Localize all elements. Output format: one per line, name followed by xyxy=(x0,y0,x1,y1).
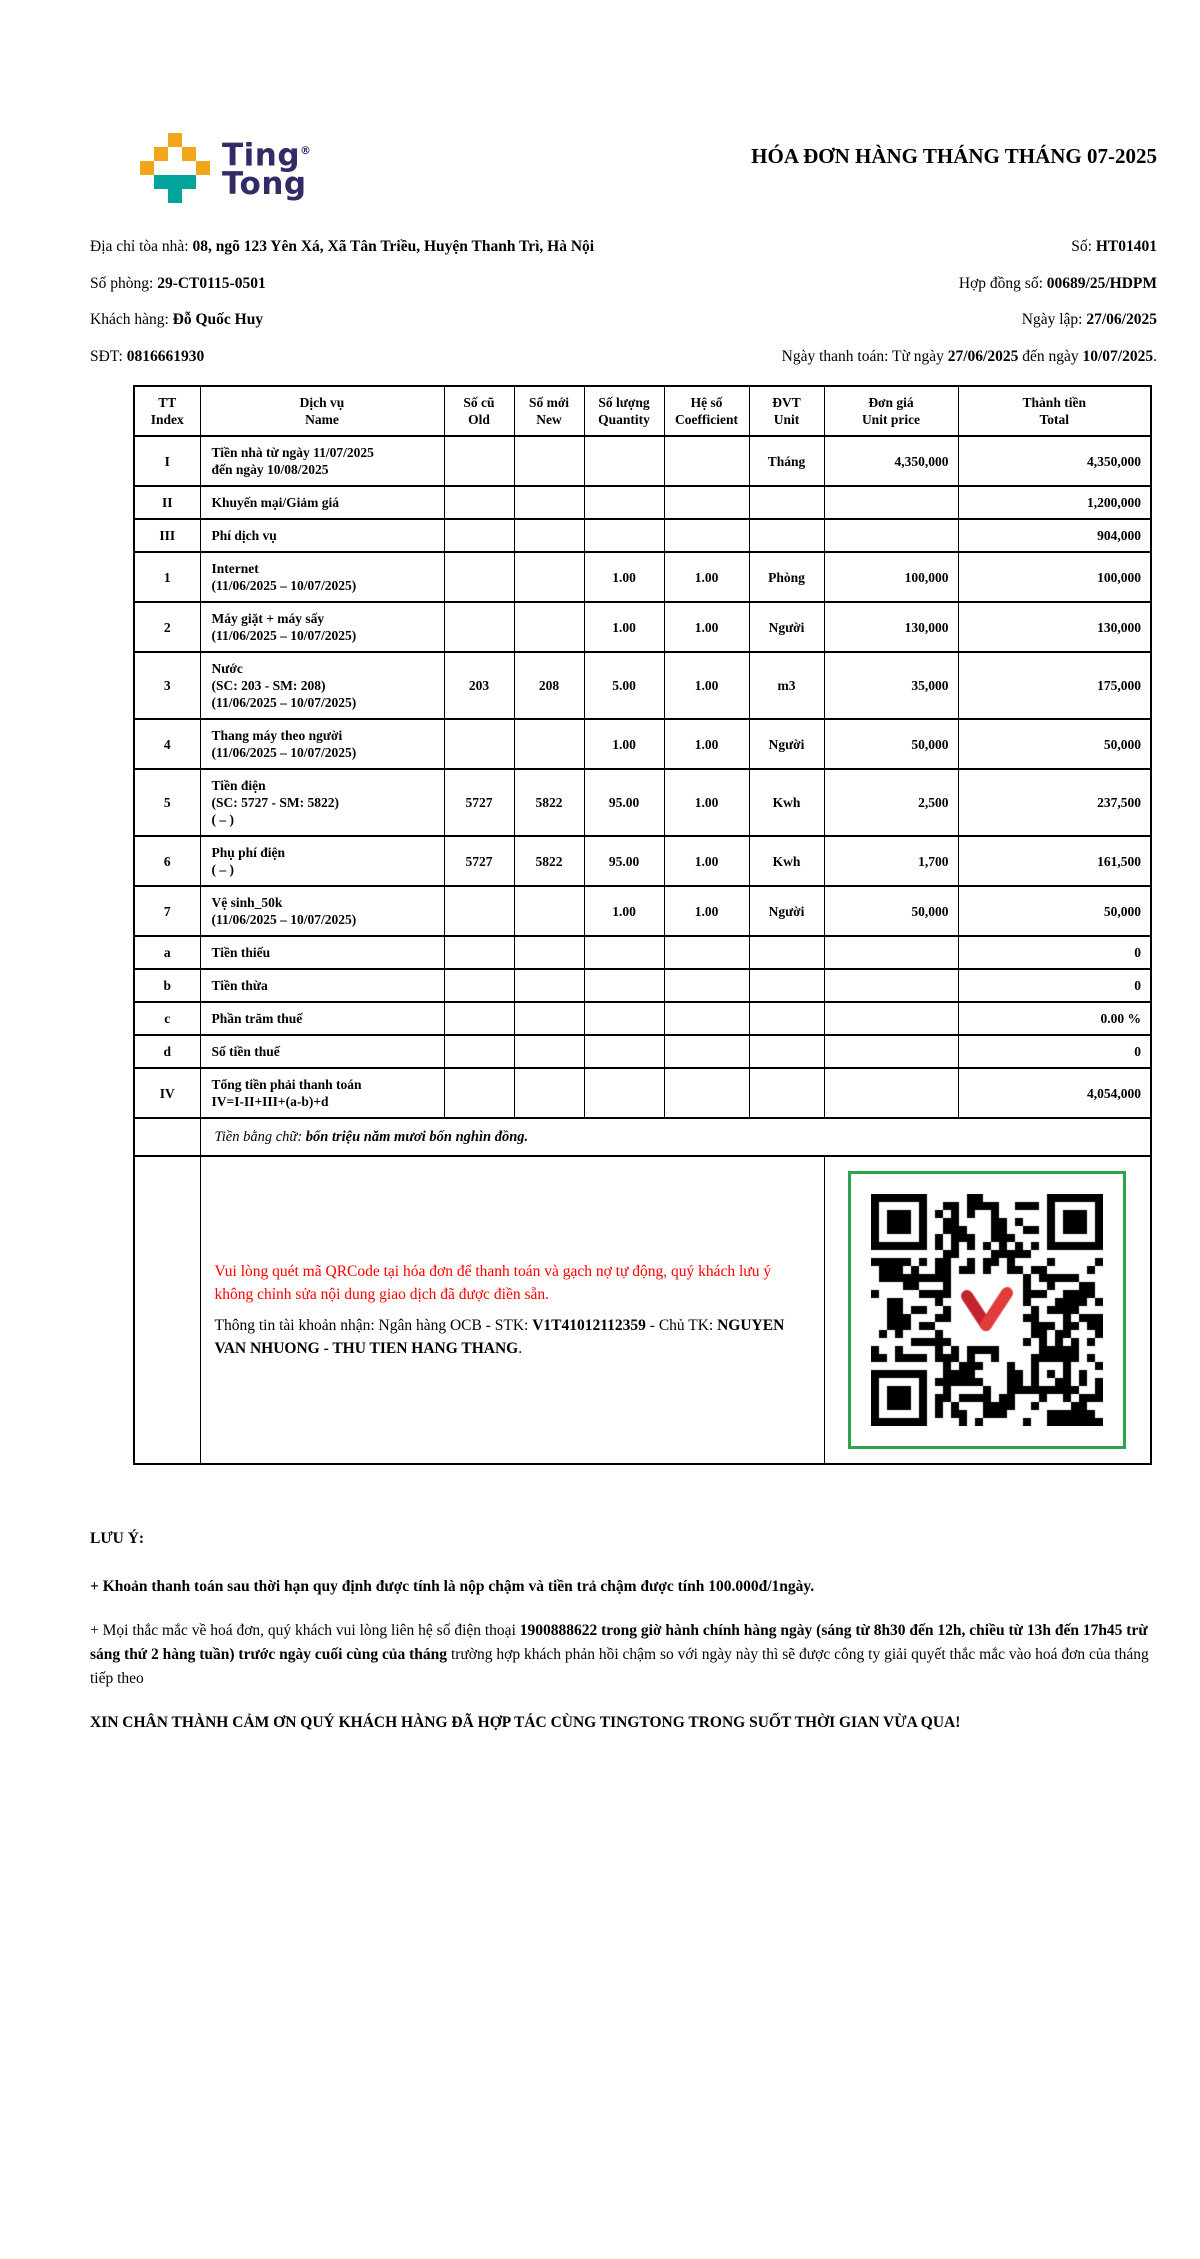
text-segment: NGUYEN VAN NHUONG - THU TIEN HANG THANG xyxy=(214,1317,785,1357)
charges-table-wrap xyxy=(133,385,1157,1465)
cell-unit xyxy=(749,1002,824,1035)
text-segment: 00689/25/HDPM xyxy=(1046,274,1157,292)
cell-new: 208 xyxy=(514,652,584,719)
cell-index: 5 xyxy=(134,769,200,836)
cell-price xyxy=(824,1002,958,1035)
text-segment: . xyxy=(1153,347,1157,365)
text-segment: Tiền bằng chữ: xyxy=(214,1128,306,1145)
column-header: Hệ số Coefficient xyxy=(664,386,749,436)
tingtong-logo-text xyxy=(222,136,312,203)
text-segment: + Mọi thắc mắc về hoá đơn, quý khách vui lòng liên hệ số điện thoại xyxy=(90,1622,520,1639)
cell-old: 5727 xyxy=(444,836,514,886)
cell-qty xyxy=(584,1002,664,1035)
table-row xyxy=(134,519,1151,552)
text-segment: Ngày lập: xyxy=(1021,311,1087,328)
info-line xyxy=(595,266,1157,303)
cell-new xyxy=(514,602,584,652)
cell-qty: 95.00 xyxy=(584,769,664,836)
cell-qty: 1.00 xyxy=(584,886,664,936)
table-row xyxy=(134,652,1151,719)
cell-coef xyxy=(664,486,749,519)
cell-coef xyxy=(664,936,749,969)
cell-service-name: Thang máy theo người (11/06/2025 – 10/07/2025) xyxy=(200,719,444,769)
cell-index: III xyxy=(134,519,200,552)
cell-unit xyxy=(749,1035,824,1068)
info-line xyxy=(90,266,595,303)
cell-total: 4,350,000 xyxy=(958,436,1151,486)
cell-coef xyxy=(664,1068,749,1118)
invoice-header xyxy=(90,0,1157,203)
cell-price xyxy=(824,519,958,552)
column-header: ĐVT Unit xyxy=(749,386,824,436)
cell-old xyxy=(444,1068,514,1118)
info-line xyxy=(90,302,595,339)
cell-unit: Người xyxy=(749,886,824,936)
cell-price: 35,000 xyxy=(824,652,958,719)
cell-total: 50,000 xyxy=(958,719,1151,769)
text-segment: HT01401 xyxy=(1095,238,1157,255)
column-header: Số lượng Quantity xyxy=(584,386,664,436)
text-segment: Thông tin tài khoản nhận: Ngân hàng OCB - STK: xyxy=(214,1317,533,1334)
notes-heading: LƯU Ý: xyxy=(90,1530,145,1547)
cell-total: 0 xyxy=(958,969,1151,1002)
table-row xyxy=(134,769,1151,836)
text-segment: Số phòng: xyxy=(90,274,158,292)
table-header-row xyxy=(134,386,1151,436)
cell-service-name: Khuyến mại/Giảm giá xyxy=(200,486,444,519)
cell-service-name: Internet (11/06/2025 – 10/07/2025) xyxy=(200,552,444,602)
cell-qty xyxy=(584,936,664,969)
text-segment: trước ngày cuối cùng của tháng xyxy=(238,1646,448,1663)
table-row xyxy=(134,719,1151,769)
bank-account-text xyxy=(215,1314,814,1360)
cell-price: 100,000 xyxy=(824,552,958,602)
cell-new xyxy=(514,486,584,519)
qr-code-frame xyxy=(848,1171,1126,1449)
cell-coef: 1.00 xyxy=(664,886,749,936)
cell-old xyxy=(444,936,514,969)
cell-old xyxy=(444,602,514,652)
cell-service-name: Phụ phí điện ( – ) xyxy=(200,836,444,886)
cell-index xyxy=(134,1156,200,1464)
column-header: Số mới New xyxy=(514,386,584,436)
cell-service-name: Tiền nhà từ ngày 11/07/2025 đến ngày 10/08/2025 xyxy=(200,436,444,486)
cell-unit xyxy=(749,1068,824,1118)
cell-old xyxy=(444,436,514,486)
cell-total: 1,200,000 xyxy=(958,486,1151,519)
cell-index: 1 xyxy=(134,552,200,602)
qr-warning-text: Vui lòng quét mã QRCode tại hóa đơn để thanh toán và gạch nợ tự động, quý khách lưu ý không chỉnh sửa nội dung giao dịch đã được điền sẵn. xyxy=(214,1263,772,1303)
cell-coef xyxy=(664,1035,749,1068)
cell-index: c xyxy=(134,1002,200,1035)
cell-qty xyxy=(584,519,664,552)
cell-service-name: Tiền điện (SC: 5727 - SM: 5822) ( – ) xyxy=(200,769,444,836)
cell-qty xyxy=(584,969,664,1002)
text-segment: 27/06/2025 xyxy=(947,347,1019,365)
table-row xyxy=(134,836,1151,886)
cell-total: 161,500 xyxy=(958,836,1151,886)
cell-coef xyxy=(664,519,749,552)
cell-price xyxy=(824,936,958,969)
cell-price: 4,350,000 xyxy=(824,436,958,486)
cell-index: II xyxy=(134,486,200,519)
cell-qty: 1.00 xyxy=(584,552,664,602)
cell-unit xyxy=(749,519,824,552)
cell-coef: 1.00 xyxy=(664,836,749,886)
text-segment: . xyxy=(518,1340,523,1357)
text-segment: đến ngày xyxy=(1018,347,1083,365)
text-segment: 0816661930 xyxy=(126,347,205,365)
amount-in-words-row xyxy=(134,1118,1151,1156)
cell-new xyxy=(514,719,584,769)
cell-unit: Tháng xyxy=(749,436,824,486)
info-line xyxy=(595,339,1157,376)
cell-unit: Kwh xyxy=(749,769,824,836)
invoice-info xyxy=(90,229,1157,375)
cell-index: d xyxy=(134,1035,200,1068)
qr-payment-row xyxy=(134,1156,1151,1464)
cell-service-name: Vệ sinh_50k (11/06/2025 – 10/07/2025) xyxy=(200,886,444,936)
text-segment: Hợp đồng số: xyxy=(958,274,1047,292)
info-line xyxy=(595,229,1157,266)
table-row xyxy=(134,936,1151,969)
cell-price: 130,000 xyxy=(824,602,958,652)
cell-new xyxy=(514,436,584,486)
cell-service-name: Nước (SC: 203 - SM: 208) (11/06/2025 – 10/07/2025) xyxy=(200,652,444,719)
table-row xyxy=(134,1002,1151,1035)
info-line xyxy=(90,339,595,376)
column-header: TT Index xyxy=(134,386,200,436)
cell-index: 6 xyxy=(134,836,200,886)
cell-unit: m3 xyxy=(749,652,824,719)
invoice-meta-info xyxy=(595,229,1157,375)
cell-index xyxy=(134,1118,200,1156)
cell-old: 203 xyxy=(444,652,514,719)
table-row xyxy=(134,436,1151,486)
cell-coef: 1.00 xyxy=(664,769,749,836)
cell-index: IV xyxy=(134,1068,200,1118)
cell-coef: 1.00 xyxy=(664,602,749,652)
cell-qty: 95.00 xyxy=(584,836,664,886)
text-segment: SĐT: xyxy=(90,347,127,365)
cell-coef xyxy=(664,1002,749,1035)
column-header: Dịch vụ Name xyxy=(200,386,444,436)
text-segment: Đỗ Quốc Huy xyxy=(172,311,264,328)
cell-total: 50,000 xyxy=(958,886,1151,936)
cell-unit: Kwh xyxy=(749,836,824,886)
cell-total: 0 xyxy=(958,936,1151,969)
cell-service-name: Tiền thừa xyxy=(200,969,444,1002)
text-segment: trường hợp khách phản hồi chậm so với ngày này thì sẽ được công ty giải quyết thắc mắc vào hoá đơn của tháng tiếp theo xyxy=(90,1646,1149,1687)
cell-unit xyxy=(749,936,824,969)
payment-instructions xyxy=(200,1156,824,1464)
cell-total: 100,000 xyxy=(958,552,1151,602)
footer-notes xyxy=(90,1527,1157,1735)
cell-unit xyxy=(749,969,824,1002)
cell-service-name: Số tiền thuế xyxy=(200,1035,444,1068)
cell-unit: Phòng xyxy=(749,552,824,602)
building-customer-info xyxy=(90,229,595,375)
cell-old xyxy=(444,886,514,936)
table-row xyxy=(134,886,1151,936)
cell-coef xyxy=(664,436,749,486)
cell-price xyxy=(824,1068,958,1118)
table-row xyxy=(134,602,1151,652)
cell-total: 237,500 xyxy=(958,769,1151,836)
cell-coef xyxy=(664,969,749,1002)
text-segment: Địa chỉ tòa nhà: xyxy=(90,238,193,255)
cell-qty: 1.00 xyxy=(584,719,664,769)
text-segment: Số: xyxy=(1071,238,1096,255)
cell-new xyxy=(514,936,584,969)
cell-qty xyxy=(584,1068,664,1118)
cell-old xyxy=(444,719,514,769)
cell-index: b xyxy=(134,969,200,1002)
cell-coef: 1.00 xyxy=(664,719,749,769)
note-contact xyxy=(90,1619,1157,1691)
cell-new xyxy=(514,969,584,1002)
cell-coef: 1.00 xyxy=(664,552,749,602)
cell-price xyxy=(824,969,958,1002)
cell-new xyxy=(514,1035,584,1068)
cell-new xyxy=(514,1068,584,1118)
cell-index: 4 xyxy=(134,719,200,769)
cell-qty: 1.00 xyxy=(584,602,664,652)
cell-service-name: Phí dịch vụ xyxy=(200,519,444,552)
cell-old xyxy=(444,1035,514,1068)
cell-unit: Người xyxy=(749,602,824,652)
cell-old xyxy=(444,552,514,602)
cell-index: 3 xyxy=(134,652,200,719)
cell-price xyxy=(824,486,958,519)
cell-new: 5822 xyxy=(514,769,584,836)
table-row xyxy=(134,1068,1151,1118)
table-row xyxy=(134,486,1151,519)
logo-word-ting: Ting xyxy=(222,137,301,174)
text-segment: bốn triệu năm mươi bốn nghìn đồng. xyxy=(305,1128,529,1145)
cell-price xyxy=(824,1035,958,1068)
cell-service-name: Tổng tiền phải thanh toán IV=I-II+III+(a-b)+d xyxy=(200,1068,444,1118)
info-line xyxy=(595,302,1157,339)
text-segment: - Chủ TK: xyxy=(645,1317,718,1334)
registered-mark: ® xyxy=(300,144,312,157)
column-header: Thành tiền Total xyxy=(958,386,1151,436)
cell-total: 175,000 xyxy=(958,652,1151,719)
text-segment: 29-CT0115-0501 xyxy=(157,274,266,292)
cell-unit: Người xyxy=(749,719,824,769)
text-segment: 10/07/2025 xyxy=(1082,347,1154,365)
cell-index: a xyxy=(134,936,200,969)
cell-price: 50,000 xyxy=(824,886,958,936)
cell-total: 4,054,000 xyxy=(958,1068,1151,1118)
cell-total: 904,000 xyxy=(958,519,1151,552)
cell-qty xyxy=(584,436,664,486)
cell-service-name: Tiền thiếu xyxy=(200,936,444,969)
cell-total: 0 xyxy=(958,1035,1151,1068)
text-segment: 1900888622 trong giờ hành chính hàng ngày (sáng từ 8h30 đến 12h, chiều từ 13h đến 17h45 trừ sáng thứ 2 hàng tuần) xyxy=(90,1622,1148,1663)
cell-new: 5822 xyxy=(514,836,584,886)
cell-old: 5727 xyxy=(444,769,514,836)
info-line xyxy=(90,229,595,266)
invoice-title: HÓA ĐƠN HÀNG THÁNG THÁNG 07-2025 xyxy=(751,144,1157,168)
text-segment: 27/06/2025 xyxy=(1086,311,1157,328)
text-segment: Khách hàng: xyxy=(90,311,173,328)
closing-thanks: XIN CHÂN THÀNH CẢM ƠN QUÝ KHÁCH HÀNG ĐÃ HỢP TÁC CÙNG TINGTONG TRONG SUỐT THỜI GIAN VỪA QUA! xyxy=(90,1714,961,1731)
cell-qty xyxy=(584,486,664,519)
tingtong-logo xyxy=(140,133,312,203)
cell-price: 1,700 xyxy=(824,836,958,886)
cell-old xyxy=(444,969,514,1002)
column-header: Đơn giá Unit price xyxy=(824,386,958,436)
cell-old xyxy=(444,1002,514,1035)
cell-index: I xyxy=(134,436,200,486)
cell-index: 2 xyxy=(134,602,200,652)
cell-unit xyxy=(749,486,824,519)
cell-qty: 5.00 xyxy=(584,652,664,719)
qr-code xyxy=(871,1194,1103,1426)
cell-price: 50,000 xyxy=(824,719,958,769)
cell-old xyxy=(444,519,514,552)
cell-index: 7 xyxy=(134,886,200,936)
amount-in-words xyxy=(200,1118,1151,1156)
cell-new xyxy=(514,886,584,936)
qr-code-cell xyxy=(824,1156,1151,1464)
tingtong-logo-icon xyxy=(140,133,210,203)
table-row xyxy=(134,552,1151,602)
text-segment: 08, ngõ 123 Yên Xá, Xã Tân Triều, Huyện Thanh Trì, Hà Nội xyxy=(192,238,595,255)
logo-word-tong: Tong xyxy=(222,166,307,203)
cell-service-name: Máy giặt + máy sấy (11/06/2025 – 10/07/2025) xyxy=(200,602,444,652)
text-segment: Ngày thanh toán: Từ ngày xyxy=(781,347,948,365)
cell-service-name: Phần trăm thuế xyxy=(200,1002,444,1035)
cell-qty xyxy=(584,1035,664,1068)
table-row xyxy=(134,969,1151,1002)
charges-table xyxy=(133,385,1152,1465)
cell-new xyxy=(514,552,584,602)
column-header: Số cũ Old xyxy=(444,386,514,436)
cell-price: 2,500 xyxy=(824,769,958,836)
text-segment: V1T41012112359 xyxy=(532,1317,646,1334)
cell-total: 0.00 % xyxy=(958,1002,1151,1035)
cell-new xyxy=(514,519,584,552)
cell-total: 130,000 xyxy=(958,602,1151,652)
note-late-fee: + Khoản thanh toán sau thời hạn quy định được tính là nộp chậm và tiền trả chậm được tính 100.000đ/1ngày. xyxy=(90,1578,815,1595)
cell-old xyxy=(444,486,514,519)
cell-new xyxy=(514,1002,584,1035)
table-row xyxy=(134,1035,1151,1068)
cell-coef: 1.00 xyxy=(664,652,749,719)
